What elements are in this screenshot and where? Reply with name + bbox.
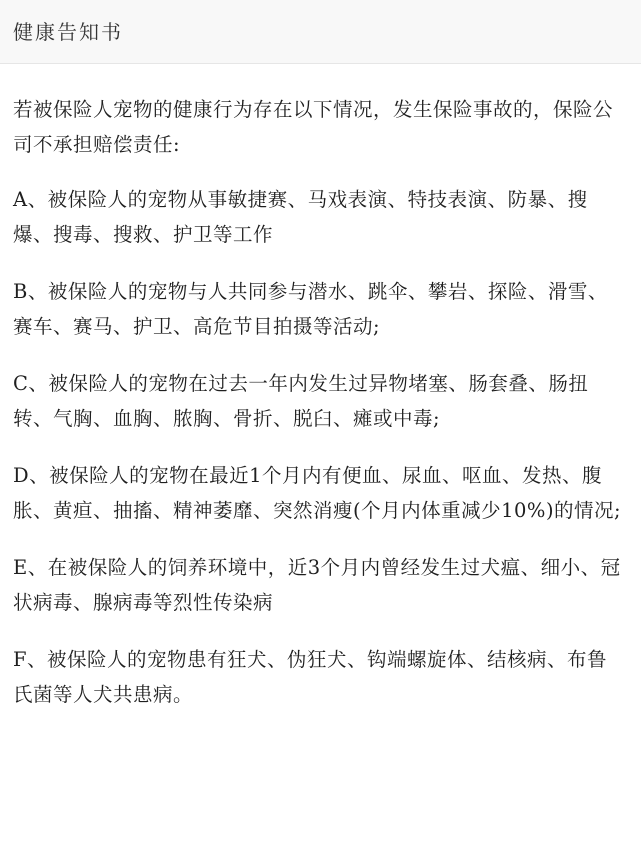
notice-item-d: D、被保险人的宠物在最近1个月内有便血、尿血、呕血、发热、腹胀、黄疸、抽搐、精神萎靡、突然消瘦(个月内体重减少10%)的情况; [13, 464, 622, 522]
notice-body [0, 64, 641, 712]
notice-item-e: E、在被保险人的饲养环境中，近3个月内曾经发生过犬瘟、细小、冠状病毒、腺病毒等烈性传染病 [13, 556, 621, 614]
page-title: 健康告知书 [13, 20, 123, 44]
notice-item-a: A、被保险人的宠物从事敏捷赛、马戏表演、特技表演、防暴、搜爆、搜毒、搜救、护卫等工作 [13, 188, 588, 246]
notice-item-b: B、被保险人的宠物与人共同参与潜水、跳伞、攀岩、探险、滑雪、赛车、赛马、护卫、高危节目拍摄等活动; [13, 280, 608, 338]
notice-intro: 若被保险人宠物的健康行为存在以下情况，发生保险事故的，保险公司不承担赔偿责任: [13, 98, 614, 156]
page-header [0, 0, 641, 64]
notice-item-c: C、被保险人的宠物在过去一年内发生过异物堵塞、肠套叠、肠扭转、气胸、血胸、脓胸、骨折、脱臼、瘫或中毒; [13, 372, 589, 430]
notice-item-f: F、被保险人的宠物患有狂犬、伪狂犬、钩端螺旋体、结核病、布鲁氏菌等人犬共患病。 [13, 648, 608, 706]
